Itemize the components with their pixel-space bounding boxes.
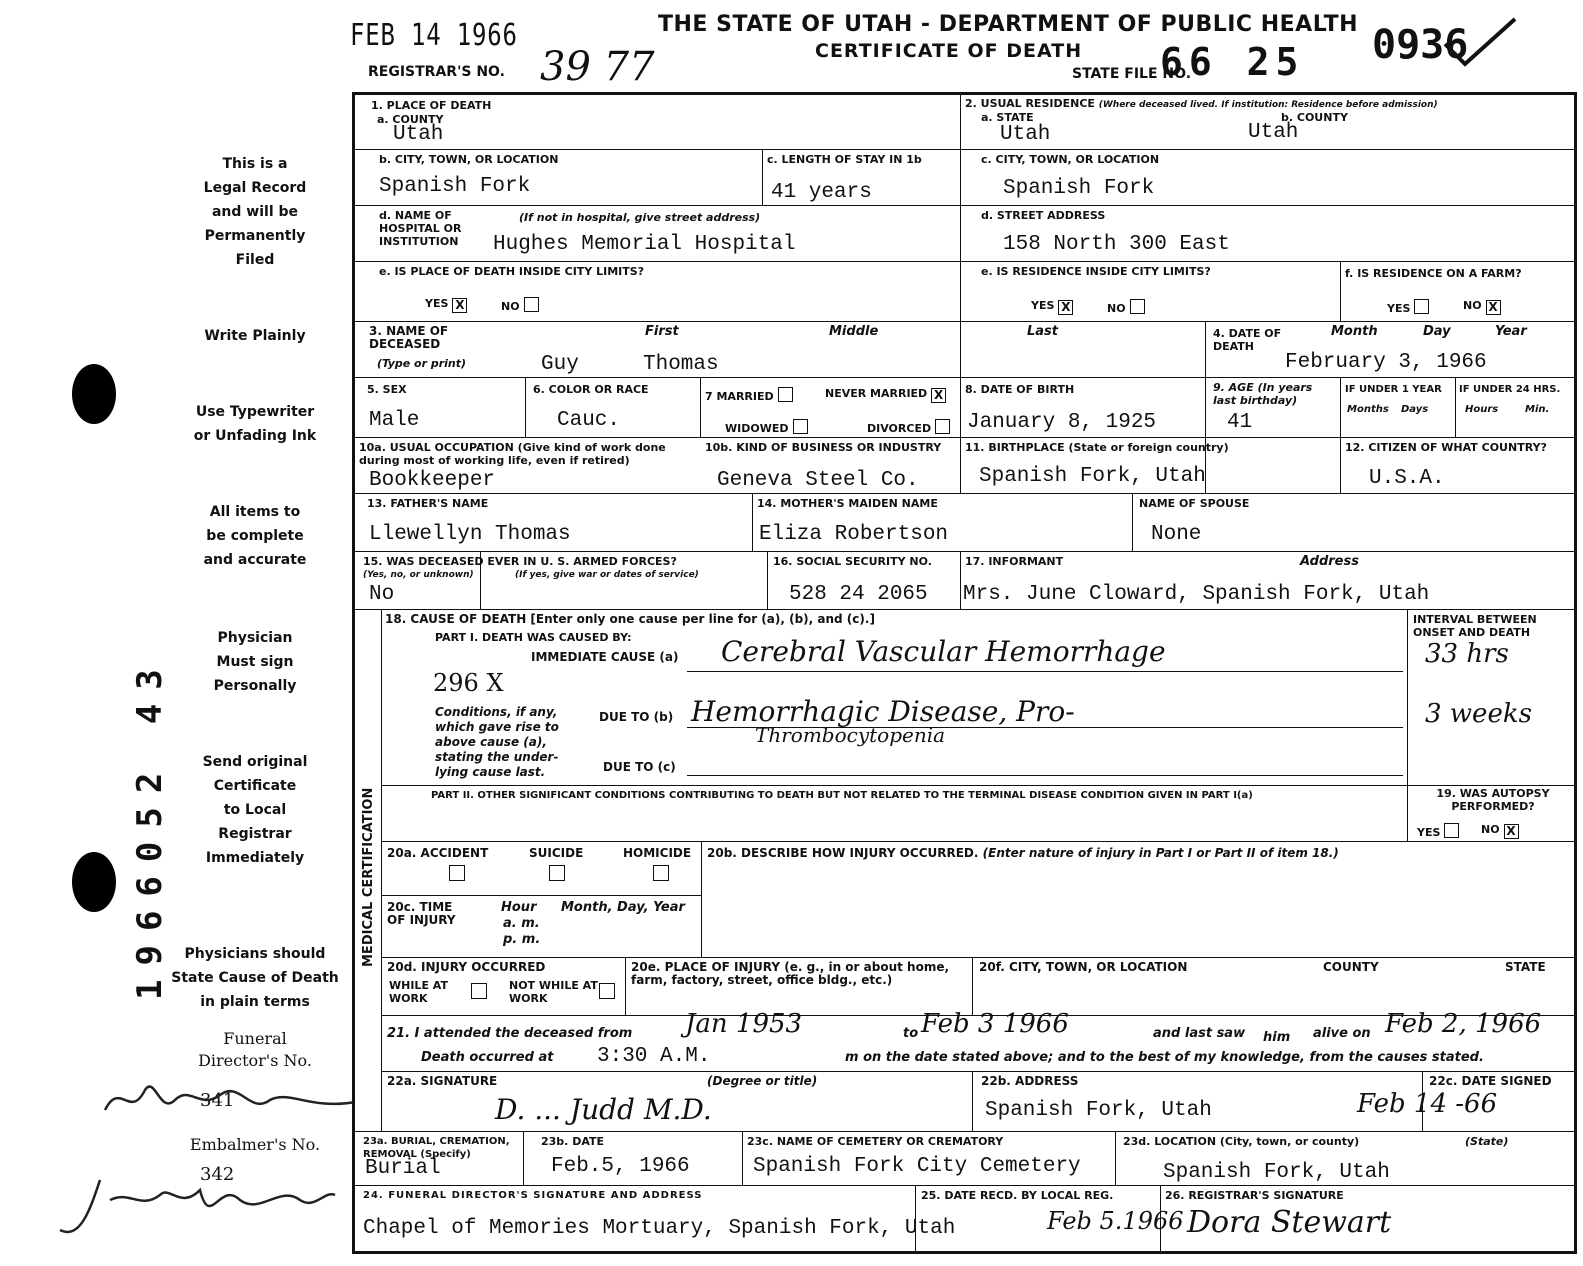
alive-on-label: alive on <box>1313 1026 1371 1041</box>
street-label: d. STREET ADDRESS <box>981 209 1106 222</box>
punch-hole <box>72 852 116 912</box>
not-while-at-work-checkbox <box>599 983 615 999</box>
funeral-director: Chapel of Memories Mortuary, Spanish Fork, Utah <box>363 1217 956 1240</box>
hospital-label: d. NAME OF HOSPITAL OR INSTITUTION <box>379 209 462 248</box>
checkbox-icon <box>524 297 539 312</box>
burial-label: 23a. BURIAL, CREMATION, REMOVAL (Specify) <box>363 1136 510 1160</box>
res-state: Utah <box>1000 123 1051 146</box>
mother-name: Eliza Robertson <box>759 523 949 546</box>
burial-date: Feb.5, 1966 <box>551 1155 690 1178</box>
occupation-label: 10a. USUAL OCCUPATION (Give kind of work done during most of working life, even if retired) <box>359 441 666 467</box>
county-label: a. COUNTY <box>377 113 444 126</box>
hospital-hint: (If not in hospital, give street address) <box>519 211 761 224</box>
sidebar-write-plainly: Write Plainly <box>204 328 306 344</box>
first-name: Guy <box>541 353 579 376</box>
month-label: Month <box>1331 324 1378 339</box>
checkbox-icon <box>793 419 808 434</box>
business: Geneva Steel Co. <box>717 469 919 492</box>
inside-limits-label: e. IS PLACE OF DEATH INSIDE CITY LIMITS? <box>379 265 645 278</box>
hour-label: Hour <box>501 900 537 915</box>
funeral-director-label: Funeral Director's No. <box>198 1029 312 1070</box>
death-occurred-label: Death occurred at <box>421 1050 554 1065</box>
married-option: 7 MARRIED <box>705 387 793 403</box>
res-city-label: c. CITY, TOWN, OR LOCATION <box>981 153 1160 166</box>
months-label: Months <box>1347 404 1389 415</box>
res-county: Utah <box>1248 121 1299 144</box>
date-recd: Feb 5.1966 <box>1047 1207 1184 1235</box>
address-22b-label: 22b. ADDRESS <box>981 1074 1079 1088</box>
informant-label: 17. INFORMANT <box>965 555 1064 568</box>
checkbox-icon <box>1414 299 1429 314</box>
physician-signature: D. ... Judd M.D. <box>495 1093 712 1126</box>
stay-label: c. LENGTH OF STAY IN 1b <box>767 153 922 166</box>
registrar-no: 39 77 <box>540 44 655 90</box>
first-label: First <box>645 324 679 339</box>
physician-address: Spanish Fork, Utah <box>985 1099 1212 1122</box>
autopsy-label: 19. WAS AUTOPSY PERFORMED? <box>1436 787 1550 813</box>
spouse-name: None <box>1151 523 1202 546</box>
last-saw-label: and last saw <box>1153 1026 1246 1041</box>
ssn-label: 16. SOCIAL SECURITY NO. <box>773 555 932 568</box>
funeral-director-label: 24. FUNERAL DIRECTOR'S SIGNATURE AND ADDRESS <box>363 1190 703 1201</box>
place-of-injury-label: 20e. PLACE OF INJURY (e. g., in or about home, farm, factory, street, office bldg., etc.) <box>631 960 950 987</box>
father-name: Llewellyn Thomas <box>369 523 571 546</box>
signature-label: 22a. SIGNATURE <box>387 1074 498 1088</box>
while-at-work-checkbox <box>471 983 487 999</box>
death-time: 3:30 A.M. <box>597 1045 711 1068</box>
sex-label: 5. SEX <box>367 383 407 396</box>
vertical-file-number: 1966052 43 <box>130 655 170 1000</box>
part-1-label: PART I. DEATH WAS CAUSED BY: <box>435 631 632 644</box>
date-signed-label: 22c. DATE SIGNED <box>1429 1074 1552 1088</box>
spouse-label: NAME OF SPOUSE <box>1139 497 1250 510</box>
on-date-statement: m on the date stated above; and to the best of my knowledge, from the causes stated. <box>845 1050 1484 1065</box>
widowed-option: WIDOWED <box>725 419 808 435</box>
injury-city-label: 20f. CITY, TOWN, OR LOCATION <box>979 960 1188 974</box>
date-signed: Feb 14 -66 <box>1357 1089 1498 1119</box>
res-inside-no: NO <box>1107 299 1145 315</box>
form-subtitle: CERTIFICATE OF DEATH <box>815 40 1083 62</box>
checkbox-icon <box>1130 299 1145 314</box>
min-label: Min. <box>1525 404 1550 415</box>
date-of-death-label: 4. DATE OF DEATH <box>1213 327 1282 353</box>
injury-county-label: COUNTY <box>1323 960 1379 974</box>
file-number: 0936 <box>1372 22 1469 68</box>
interval-a: 33 hrs <box>1425 639 1509 669</box>
date-of-death: February 3, 1966 <box>1285 351 1487 374</box>
registrar-signature: Dora Stewart <box>1187 1205 1392 1240</box>
armed-hint-1: (Yes, no, or unknown) <box>363 570 474 580</box>
checkbox-checked-icon: X <box>452 298 467 313</box>
checkbox-checked-icon: X <box>1486 300 1501 315</box>
interval-b: 3 weeks <box>1425 699 1532 729</box>
embalmer-no: 342 <box>200 1164 235 1185</box>
location-label: 23d. LOCATION (City, town, or county) <box>1123 1135 1360 1148</box>
due-to-b-label: DUE TO (b) <box>599 710 674 724</box>
res-county-label: b. COUNTY <box>1281 111 1348 124</box>
cause-b-continued: Thrombocytopenia <box>755 723 946 747</box>
death-county: Utah <box>393 123 444 146</box>
burial-location: Spanish Fork, Utah <box>1163 1161 1390 1184</box>
under-1-year-label: IF UNDER 1 YEAR <box>1345 384 1442 395</box>
sex: Male <box>369 409 420 432</box>
mother-label: 14. MOTHER'S MAIDEN NAME <box>757 497 938 510</box>
registrar-no-label: REGISTRAR'S NO. <box>368 64 505 80</box>
death-inside-yes: YES X <box>425 297 467 313</box>
day-label: Day <box>1423 324 1451 339</box>
occupation: Bookkeeper <box>369 469 496 492</box>
autopsy-no: NO X <box>1481 823 1519 839</box>
place-of-death-label: 1. PLACE OF DEATH <box>371 99 492 112</box>
to-label: to <box>903 1026 919 1041</box>
burial-date-label: 23b. DATE <box>541 1135 604 1148</box>
residence-label: 2. USUAL RESIDENCE (Where deceased lived. If institution: Residence before admission) <box>965 97 1438 110</box>
time-of-injury-label: 20c. TIME OF INJURY <box>387 900 456 927</box>
cemetery-label: 23c. NAME OF CEMETERY OR CREMATORY <box>747 1135 1004 1148</box>
mdy-label: Month, Day, Year <box>561 900 685 915</box>
under-24-label: IF UNDER 24 HRS. <box>1459 384 1561 395</box>
cause-b: Hemorrhagic Disease, Pro- <box>691 695 1075 728</box>
business-label: 10b. KIND OF BUSINESS OR INDUSTRY <box>705 441 942 454</box>
checkbox-icon <box>778 387 793 402</box>
age-label: 9. AGE (In years last birthday) <box>1213 381 1313 407</box>
res-city: Spanish Fork <box>1003 177 1155 200</box>
death-certificate-form <box>352 92 1577 1254</box>
burial-type: Burial <box>365 1157 441 1180</box>
attended-label: 21. I attended the deceased from <box>387 1026 633 1041</box>
interval-label: INTERVAL BETWEEN ONSET AND DEATH <box>1413 613 1537 639</box>
attended-to: Feb 3 1966 <box>921 1009 1069 1039</box>
res-inside-label: e. IS RESIDENCE INSIDE CITY LIMITS? <box>981 265 1211 278</box>
funeral-director-signature <box>100 1070 360 1130</box>
state-file-label: STATE FILE NO. <box>1072 66 1192 82</box>
farm-yes: YES <box>1387 299 1429 315</box>
sidebar-legal: This is a Legal Record and will be Permanently Filed <box>203 156 307 268</box>
cause-label: 18. CAUSE OF DEATH [Enter only one cause per line for (a), (b), and (c).] <box>385 612 875 626</box>
sidebar-send: Send original Certificate to Local Registrar Immediately <box>202 754 308 866</box>
registrar-sig-label: 26. REGISTRAR'S SIGNATURE <box>1165 1189 1344 1202</box>
birthplace-label: 11. BIRTHPLACE (State or foreign country) <box>965 441 1229 454</box>
injury-occurred-label: 20d. INJURY OCCURRED <box>387 960 546 974</box>
middle-label: Middle <box>829 324 879 339</box>
him-label: him <box>1263 1030 1291 1045</box>
homicide-checkbox <box>653 865 669 881</box>
embalmer-signature <box>40 1170 340 1250</box>
checkbox-checked-icon: X <box>1058 300 1073 315</box>
suicide-checkbox <box>549 865 565 881</box>
farm-no: NO X <box>1463 299 1501 315</box>
armed-forces: No <box>369 583 395 606</box>
accident-checkbox <box>449 865 465 881</box>
cause-a: Cerebral Vascular Hemorrhage <box>721 635 1166 668</box>
accident-label: 20a. ACCIDENT <box>387 846 489 860</box>
location-state-label: (State) <box>1465 1135 1509 1148</box>
alive-date: Feb 2, 1966 <box>1385 1009 1542 1039</box>
armed-hint-2: (If yes, give war or dates of service) <box>515 570 699 580</box>
embalmer-label: Embalmer's No. <box>189 1135 321 1154</box>
checkbox-checked-icon: X <box>1504 824 1519 839</box>
farm-label: f. IS RESIDENCE ON A FARM? <box>1345 267 1522 280</box>
homicide-label: HOMICIDE <box>623 846 692 860</box>
race: Cauc. <box>557 409 621 432</box>
conditions-note: Conditions, if any, which gave rise to above cause (a), stating the under- lying cause last. <box>435 705 559 779</box>
sidebar-typewriter: Use Typewriter or Unfading Ink <box>193 404 317 444</box>
sidebar-cause: Physicians should State Cause of Death in plain terms <box>171 946 339 1010</box>
death-city: Spanish Fork <box>379 175 531 198</box>
punch-hole <box>72 364 116 424</box>
address-label: Address <box>1300 554 1359 569</box>
date-of-birth: January 8, 1925 <box>967 411 1157 434</box>
street-address: 158 North 300 East <box>1003 233 1230 256</box>
state-file-no: 66 25 <box>1160 40 1305 84</box>
describe-label: 20b. DESCRIBE HOW INJURY OCCURRED. (Enter nature of injury in Part I or Part II of item 18.) <box>707 846 1339 860</box>
citizen-label: 12. CITIZEN OF WHAT COUNTRY? <box>1345 441 1547 454</box>
ssn: 528 24 2065 <box>789 583 928 606</box>
birthplace: Spanish Fork, Utah <box>979 465 1206 488</box>
name-label: 3. NAME OF DECEASED <box>369 324 449 351</box>
date-stamp: FEB 14 1966 <box>350 18 518 53</box>
part-2-label: PART II. OTHER SIGNIFICANT CONDITIONS CONTRIBUTING TO DEATH BUT NOT RELATED TO THE TERMINAL DISEASE CONDITION GIVEN IN PART I(a) <box>431 790 1253 801</box>
attended-from: Jan 1953 <box>685 1009 803 1039</box>
never-married-option: NEVER MARRIED X <box>825 387 946 403</box>
father-label: 13. FATHER'S NAME <box>367 497 489 510</box>
dob-label: 8. DATE OF BIRTH <box>965 383 1075 396</box>
date-recd-label: 25. DATE RECD. BY LOCAL REG. <box>921 1189 1114 1202</box>
death-inside-no: NO <box>501 297 539 313</box>
cemetery: Spanish Fork City Cemetery <box>753 1155 1081 1178</box>
form-title: THE STATE OF UTAH - DEPARTMENT OF PUBLIC HEALTH <box>658 12 1358 37</box>
res-state-label: a. STATE <box>981 111 1034 124</box>
last-name: Thomas <box>643 353 719 376</box>
checkmark-icon <box>1440 14 1520 74</box>
autopsy-yes: YES <box>1417 823 1459 839</box>
immediate-cause-label: IMMEDIATE CAUSE (a) <box>531 650 679 664</box>
year-label: Year <box>1495 324 1527 339</box>
sidebar-physician: Physician Must sign Personally <box>213 630 297 694</box>
not-while-at-work: NOT WHILE AT WORK <box>509 979 598 1005</box>
informant: Mrs. June Cloward, Spanish Fork, Utah <box>963 583 1430 606</box>
city-label: b. CITY, TOWN, OR LOCATION <box>379 153 559 166</box>
armed-label: 15. WAS DECEASED EVER IN U. S. ARMED FORCES? <box>363 555 677 568</box>
days-label: Days <box>1401 404 1429 415</box>
res-inside-yes: YES X <box>1031 299 1073 315</box>
pm-label: p. m. <box>503 932 541 947</box>
hours-label: Hours <box>1465 404 1499 415</box>
injury-state-label: STATE <box>1505 960 1546 974</box>
citizen: U.S.A. <box>1369 467 1445 490</box>
diagnosis-code: 296 X <box>433 669 504 697</box>
last-label: Last <box>1027 324 1059 339</box>
type-hint: (Type or print) <box>377 357 467 370</box>
hospital-name: Hughes Memorial Hospital <box>493 233 796 256</box>
divorced-option: DIVORCED <box>867 419 950 435</box>
checkbox-icon <box>935 419 950 434</box>
due-to-c-label: DUE TO (c) <box>603 760 676 774</box>
checkbox-icon <box>1444 823 1459 838</box>
age: 41 <box>1227 411 1253 434</box>
sidebar-complete: All items to be complete and accurate <box>203 504 307 568</box>
while-at-work: WHILE AT WORK <box>389 979 448 1005</box>
suicide-label: SUICIDE <box>529 846 584 860</box>
checkbox-checked-icon: X <box>931 388 946 403</box>
race-label: 6. COLOR OR RACE <box>533 383 649 396</box>
length-of-stay: 41 years <box>771 181 872 204</box>
am-label: a. m. <box>503 916 540 931</box>
degree-label: (Degree or title) <box>707 1074 818 1088</box>
medical-cert-label: MEDICAL CERTIFICATION <box>361 787 376 967</box>
funeral-director-no: 341 <box>200 1090 235 1111</box>
